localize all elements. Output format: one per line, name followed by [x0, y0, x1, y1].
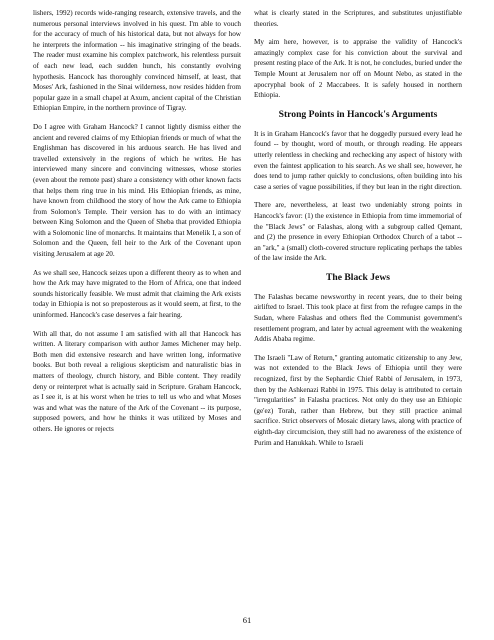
paragraph: lishers, 1992) records wide-ranging research, extensive travels, and the numerous personal interviews involved in his quest. I'm able to vouch for the accuracy of much of his historical data, but not always for how he interprets the information -- his imaginative stringing of the beads. The reader must examine his complex patchwork, his relentless pursuit of each new lead, each sudden hunch, his constantly evolving hypothesis. Hancock has thoroughly convinced himself, at least, that Moses' Ark, fashioned in the Sinai wilderness, now resides hidden from popular gaze in a small chapel at Axum, ancient capital of the Christian Ethiopian Empire, in the northern province of Tigray.: [33, 9, 241, 113]
paragraph: My aim here, however, is to appraise the validity of Hancock's amazingly complex case for his conviction about the survival and present resting place of the Ark. It is not, he concludes, buried under the Temple Mount at Jerusalem nor off on Mount Nebo, as stated in the apocryphal book of 2 Maccabees. It is safely housed in northern Ethiopia.: [254, 38, 462, 100]
paragraph: what is clearly stated in the Scriptures, and substitutes unjustifiable theories.: [254, 9, 462, 28]
paragraph: The Falashas became newsworthy in recent years, due to their being airlifted to Israel. This took place at first from the refugee camps in the Sudan, where Falashas and others fled the Communist government's resettlement program, and later by actual agreement with the weakening Addis Ababa regime.: [254, 292, 462, 344]
paragraph: It is in Graham Hancock's favor that he doggedly pursued every lead he found -- by thought, word of mouth, or through reading. He appears utterly relentless in checking and rechecking any aspect of history with even the faintest application to his search. As we shall see, however, he does tend to jump rather quickly to conclusions, often building into his case a series of vague possibilities, if they but lean in the right direction.: [254, 129, 462, 191]
paragraph: As we shall see, Hancock seizes upon a different theory as to when and how the Ark may have migrated to the Horn of Africa, one that indeed sounds historically feasible. We must admit that claiming the Ark exists today in Ethiopia is not so preposterous as it would seem, at first, to the uninformed. Hancock's case deserves a fair hearing.: [33, 268, 241, 320]
page-number: 61: [242, 615, 252, 625]
left-column: [33, 8, 241, 443]
section-heading: The Black Jews: [326, 271, 390, 283]
section-heading: Strong Points in Hancock's Arguments: [278, 108, 438, 120]
paragraph: There are, nevertheless, at least two undeniably strong points in Hancock's favor: (1) the existence in Ethiopia from time immemorial of the "Black Jews" or Falashas, along with a subgroup called Qemant, and (2) the presence in every Ethiopian Orthodox Church of a tabot -- an "ark," a (small) cloth-covered structure replicating perhaps the tables of the law inside the Ark.: [254, 201, 462, 263]
paragraph: The Israeli "Law of Return," granting automatic citizenship to any Jew, was not extended to the Black Jews of Ethiopia until they were recognized, first by the Sephardic Chief Rabbi of Jerusalem, in 1973, then by the Ashkenazi Rabbi in 1975. This delay is attributed to certain "irregularities" in Falasha practices. Not only do they use an Ethiopic (ge'ez) Torah, rather than Hebrew, but they still practice animal sacrifice. Strict observers of Mosaic dietary laws, along with practice of eighth-day circumcision, they still had no awareness of the existence of Purim and Hanukkah. While to Israeli: [254, 353, 462, 447]
paragraph: With all that, do not assume I am satisfied with all that Hancock has written. A literary comparison with author James Michener may help. Both men did extensive research and have written long, informative books. But both reveal a religious skepticism and naturalistic bias in matters of theology, church history, and Bible content. They readily deny or reinterpret what is actually said in Scripture. Graham Hancock, as I see it, is at his worst when he tries to tell us who and what Moses was and what was the nature of the Ark of the Covenant -- its purpose, supposed powers, and how he thinks it was utilized by Moses and others. He ignores or rejects: [33, 329, 241, 433]
paragraph: Do I agree with Graham Hancock? I cannot lightly dismiss either the ancient and revered claims of my Ethiopian friends or much of what the Englishman has discovered in his arduous search. He has lived and travelled extensively in the regions of which he writes. He has interviewed many sincere and convincing witnesses, whose stories (even about the remote past) share a consistency with other known facts that helps them ring true in his mind. His Ethiopian friends, as mine, have known from childhood the story of how the Ark came to Ethiopia from Solomon's Temple. Their version has to do with an intimacy between King Solomon and the Queen of Sheba that provided Ethiopia with a Solomonic line of monarchs. It maintains that Menelik I, a son of Solomon and the Queen, fell heir to the Ark of the Covenant upon visiting Jerusalem at age 20.: [33, 122, 241, 259]
right-column: [254, 8, 462, 456]
